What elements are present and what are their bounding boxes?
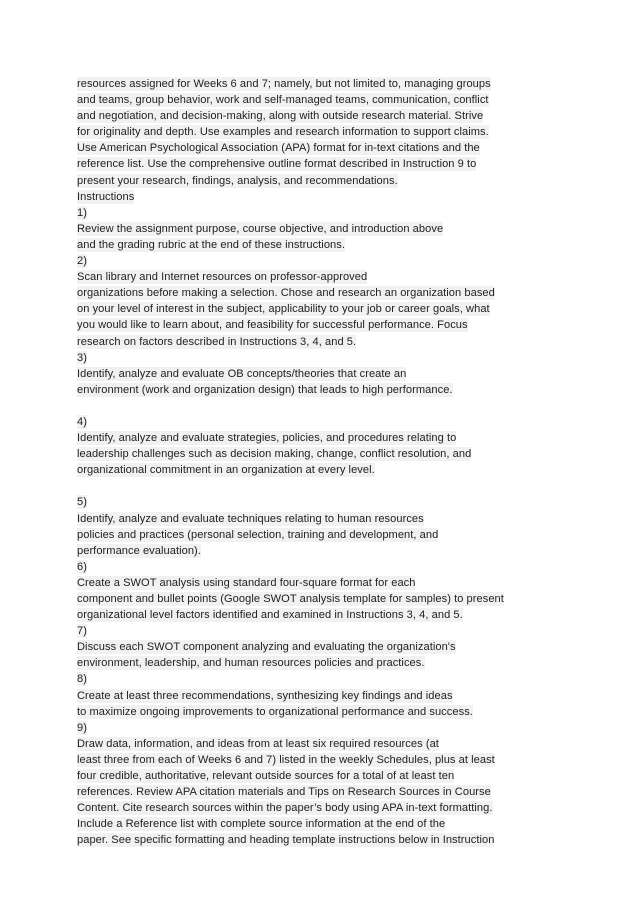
text-line-content: 8) — [77, 673, 87, 686]
text-line-content: Review the assignment purpose, course objective, and introduction above — [77, 222, 444, 235]
text-line — [77, 639, 617, 655]
blank-line — [77, 478, 617, 494]
text-line-content: performance evaluation). — [77, 544, 201, 557]
text-line-content: reference list. Use the comprehensive outline format described in Instruction 9 to — [77, 158, 477, 171]
text-line-content: Create at least three recommendations, synthesizing key findings and ideas — [77, 689, 453, 702]
text-line — [77, 92, 617, 108]
text-line-content: 4) — [77, 415, 87, 428]
text-line — [77, 382, 617, 398]
text-line-content: leadership challenges such as decision making, change, conflict resolution, and — [77, 448, 472, 461]
text-line — [77, 752, 617, 768]
text-line-content: for originality and depth. Use examples and research information to support claims. — [77, 126, 489, 139]
text-line-content: Use American Psychological Association (APA) format for in-text citations and the — [77, 142, 480, 155]
text-line — [77, 511, 617, 527]
text-line — [77, 527, 617, 543]
text-line — [77, 156, 617, 172]
text-line — [77, 655, 617, 671]
text-line-content: resources assigned for Weeks 6 and 7; namely, but not limited to, managing groups — [77, 78, 491, 90]
text-line — [77, 108, 617, 124]
text-line — [77, 430, 617, 446]
text-line-content: organizational commitment in an organization at every level. — [77, 464, 375, 477]
text-line — [77, 76, 617, 92]
text-line — [77, 205, 617, 221]
text-line — [77, 784, 617, 800]
text-line — [77, 607, 617, 623]
text-line-content: references. Review APA citation materials and Tips on Research Sources in Course — [77, 786, 491, 799]
text-line — [77, 816, 617, 832]
text-line-content: 3) — [77, 351, 87, 364]
text-line-content: and the grading rubric at the end of these instructions. — [77, 238, 345, 251]
text-line-content: four credible, authoritative, relevant outside sources for a total of at least ten — [77, 770, 455, 783]
text-line — [77, 832, 617, 848]
text-line — [77, 559, 617, 575]
text-line — [77, 301, 617, 317]
text-line — [77, 688, 617, 704]
text-line — [77, 575, 617, 591]
text-line-content: 6) — [77, 560, 87, 573]
text-line-content: to maximize ongoing improvements to organizational performance and success. — [77, 705, 473, 718]
text-line — [77, 736, 617, 752]
text-line-content: present your research, findings, analysis, and recommendations. — [77, 174, 398, 187]
text-line-content: 9) — [77, 721, 87, 734]
text-line-content: organizational level factors identified and examined in Instructions 3, 4, and 5. — [77, 609, 463, 622]
text-line-content: Scan library and Internet resources on professor-approved — [77, 271, 368, 284]
text-line-content: and teams, group behavior, work and self-managed teams, communication, conflict — [77, 94, 489, 107]
document-body — [77, 76, 617, 849]
text-line-content: Draw data, information, and ideas from at least six required resources (at — [77, 737, 439, 750]
text-line-content: Identify, analyze and evaluate OB concepts/theories that create an — [77, 367, 407, 380]
text-line — [77, 350, 617, 366]
text-line — [77, 237, 617, 253]
text-line — [77, 317, 617, 333]
text-line — [77, 462, 617, 478]
text-line — [77, 543, 617, 559]
text-line — [77, 591, 617, 607]
text-line — [77, 623, 617, 639]
text-line-content: research on factors described in Instructions 3, 4, and 5. — [77, 335, 357, 348]
text-line — [77, 446, 617, 462]
text-line — [77, 334, 617, 350]
text-line — [77, 720, 617, 736]
blank-line — [77, 398, 617, 414]
text-line-content: component and bullet points (Google SWOT analysis template for samples) to present — [77, 593, 504, 605]
text-line — [77, 671, 617, 687]
text-line-content: paper. See specific formatting and heading template instructions below in Instruction — [77, 834, 495, 847]
text-line — [77, 221, 617, 237]
text-line — [77, 189, 617, 205]
text-line-content: Identify, analyze and evaluate strategies, policies, and procedures relating to — [77, 432, 457, 445]
text-line-content: 2) — [77, 255, 87, 268]
text-line — [77, 285, 617, 301]
text-line — [77, 704, 617, 720]
text-line-content: organizations before making a selection. Chose and research an organization based — [77, 287, 495, 300]
text-line-content: environment (work and organization design) that leads to high performance. — [77, 383, 453, 396]
text-line — [77, 140, 617, 156]
text-line — [77, 124, 617, 140]
text-line-content: on your level of interest in the subject, applicability to your job or career goals, what — [77, 303, 490, 316]
text-line-content: 7) — [77, 625, 87, 638]
text-line — [77, 768, 617, 784]
text-line-content: Include a Reference list with complete source information at the end of the — [77, 818, 446, 831]
text-line-content: least three from each of Weeks 6 and 7) listed in the weekly Schedules, plus at least — [77, 753, 495, 766]
text-line-content: Discuss each SWOT component analyzing and evaluating the organization's — [77, 641, 456, 654]
text-line-content: Content. Cite research sources within the paper’s body using APA in-text formatting. — [77, 802, 493, 815]
text-line-content: policies and practices (personal selection, training and development, and — [77, 528, 439, 541]
text-line — [77, 366, 617, 382]
text-line-content: Identify, analyze and evaluate techniques relating to human resources — [77, 512, 424, 525]
text-line — [77, 173, 617, 189]
text-line — [77, 494, 617, 510]
text-line-content: and negotiation, and decision-making, along with outside research material. Strive — [77, 110, 484, 123]
text-line-content: 5) — [77, 496, 87, 509]
text-line-content: environment, leadership, and human resources policies and practices. — [77, 657, 425, 670]
text-line — [77, 253, 617, 269]
text-line-content: Instructions — [77, 190, 135, 203]
text-line-content: 1) — [77, 206, 87, 219]
text-line — [77, 414, 617, 430]
text-line-content: Create a SWOT analysis using standard four-square format for each — [77, 576, 416, 589]
text-line-content: you would like to learn about, and feasibility for successful performance. Focus — [77, 319, 468, 332]
text-line — [77, 800, 617, 816]
text-line — [77, 269, 617, 285]
